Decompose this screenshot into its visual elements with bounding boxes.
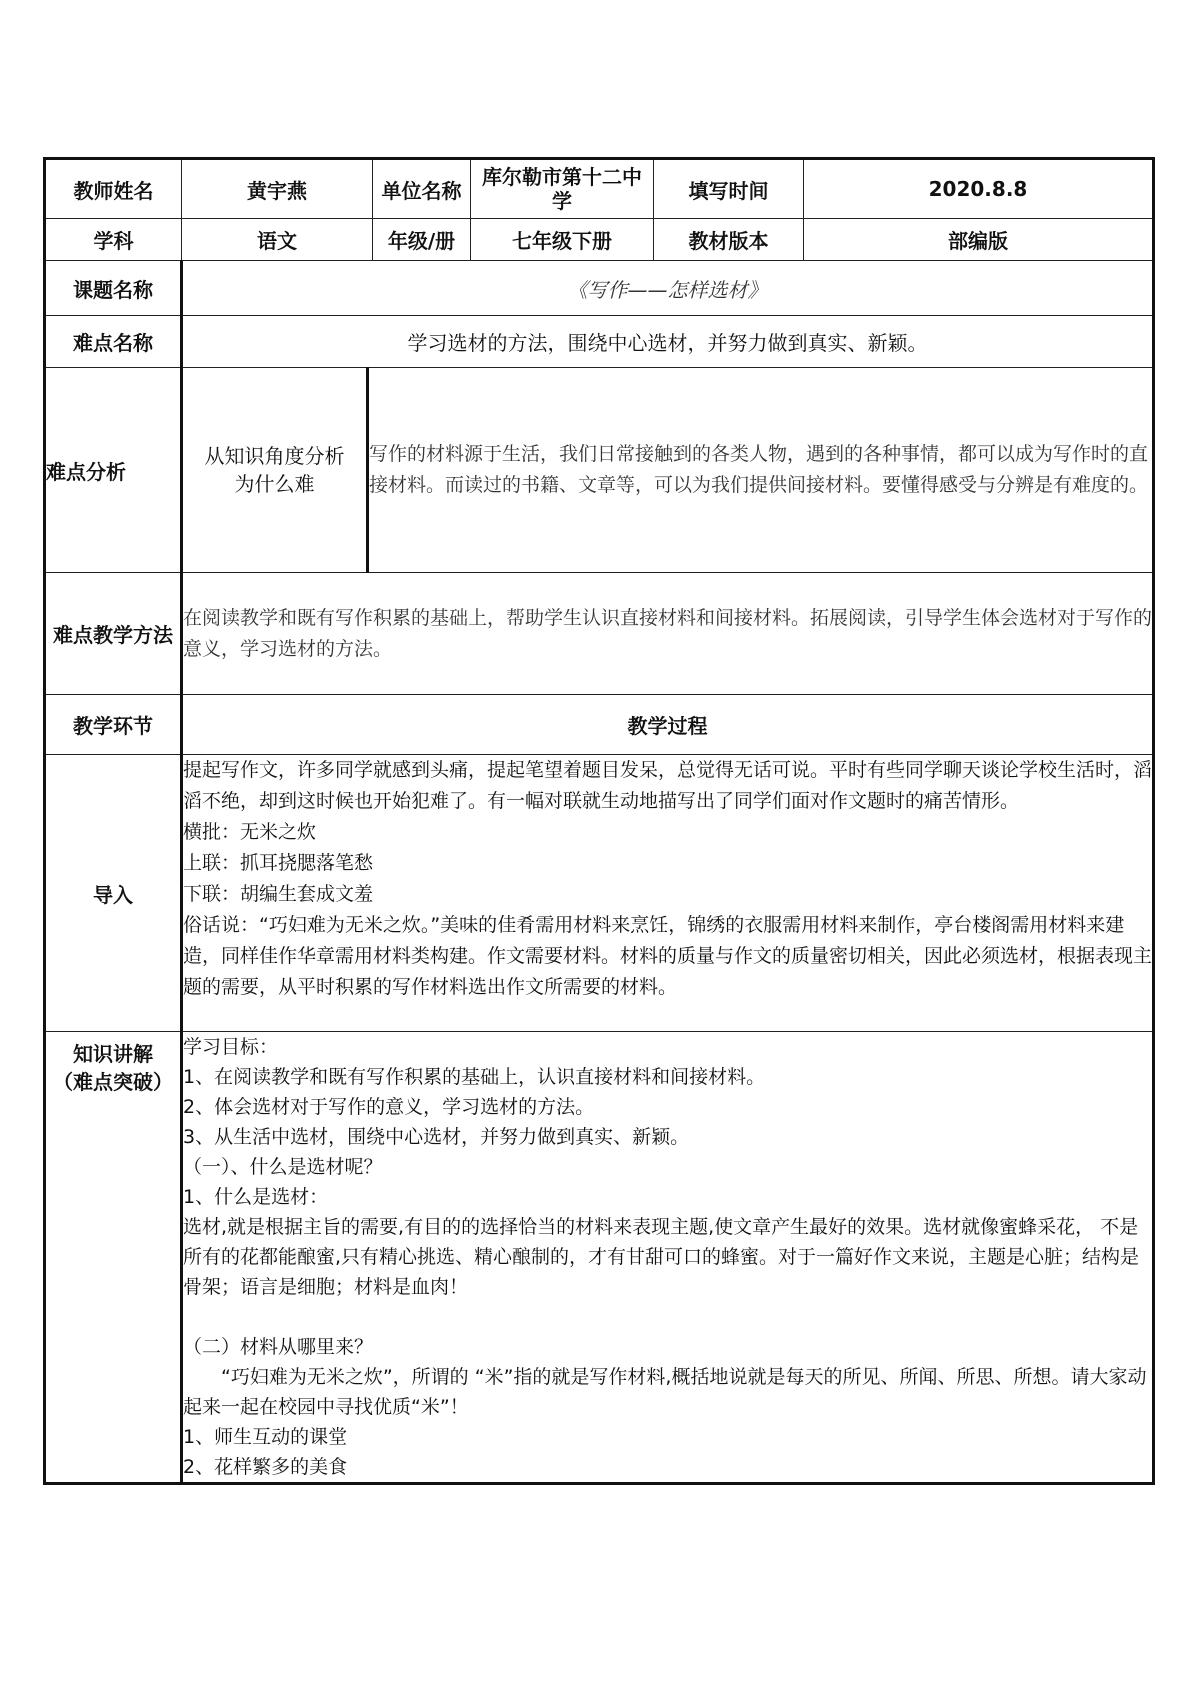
knowledge-content bbox=[182, 1032, 1154, 1484]
grade-value: 七年级下册 bbox=[471, 219, 654, 261]
knowledge-label bbox=[45, 1032, 182, 1484]
difficulty-value: 学习选材的方法，围绕中心选材，并努力做到真实、新颖。 bbox=[182, 316, 1154, 368]
lesson-plan-table bbox=[43, 157, 1155, 1485]
unit-value: 库尔勒市第十二中学 bbox=[471, 159, 654, 219]
intro-label: 导入 bbox=[45, 755, 182, 1032]
difficulty-label: 难点名称 bbox=[45, 316, 182, 368]
knowledge-line: 3、从生活中选材，围绕中心选材，并努力做到真实、新颖。 bbox=[183, 1126, 690, 1148]
intro-line: 俗话说：“巧妇难为无米之炊。”美味的佳肴需用材料来烹饪，锦绣的衣服需用材料来制作，亭台楼阁需用材料来建造，同样佳作华章需用材料类构建。作文需要材料。材料的质量与作文的质量密切相关，因此必须选材，根据表现主题的需要，从平时积累的写作材料选出作文所需要的材料。 bbox=[183, 914, 1153, 998]
date-label: 填写时间 bbox=[654, 159, 804, 219]
difficulty-row bbox=[45, 316, 1154, 368]
knowledge-line: （一）、什么是选材呢？ bbox=[183, 1156, 383, 1178]
intro-line: 下联：胡编生套成文羞 bbox=[183, 883, 374, 905]
knowledge-line: 1、师生互动的课堂 bbox=[183, 1426, 348, 1448]
topic-label: 课题名称 bbox=[45, 261, 182, 316]
knowledge-line: “巧妇难为无米之炊”，所谓的 “米”指的就是写作材料,概括地说就是每天的所见、所闻、所思、所想。请大家动起来一起在校园中寻找优质“米”！ bbox=[183, 1366, 1147, 1418]
intro-line: 上联：抓耳挠腮落笔愁 bbox=[183, 852, 374, 874]
knowledge-line: 2、体会选材对于写作的意义，学习选材的方法。 bbox=[183, 1096, 595, 1118]
date-value: 2020.8.8 bbox=[804, 159, 1154, 219]
method-row bbox=[45, 573, 1154, 695]
knowledge-line: 1、在阅读教学和既有写作积累的基础上，认识直接材料和间接材料。 bbox=[183, 1066, 766, 1088]
unit-label: 单位名称 bbox=[373, 159, 471, 219]
intro-content bbox=[182, 755, 1154, 1032]
subject-value: 语文 bbox=[182, 219, 373, 261]
subject-label: 学科 bbox=[45, 219, 182, 261]
grade-label: 年级/册 bbox=[373, 219, 471, 261]
analysis-label: 难点分析 bbox=[45, 368, 182, 573]
knowledge-line: 选材,就是根据主旨的需要,有目的的选择恰当的材料来表现主题,使文章产生最好的效果。选材就像蜜蜂采花， 不是所有的花都能酿蜜,只有精心挑选、精心酿制的，才有甘甜可口的蜂蜜。对于一篇好作文来说，主题是心脏；结构是骨架；语言是细胞；材料是血肉！ bbox=[183, 1216, 1140, 1298]
process-stage-label: 教学环节 bbox=[45, 695, 182, 755]
knowledge-row bbox=[45, 1032, 1154, 1484]
process-title: 教学过程 bbox=[182, 695, 1154, 755]
knowledge-line: 学习目标： bbox=[183, 1036, 279, 1058]
header-row-1 bbox=[45, 159, 1154, 219]
process-header-row bbox=[45, 695, 1154, 755]
knowledge-line: 1、什么是选材： bbox=[183, 1186, 329, 1208]
analysis-text: 写作的材料源于生活，我们日常接触到的各类人物，遇到的各种事情，都可以成为写作时的直接材料。而读过的书籍、文章等，可以为我们提供间接材料。要懂得感受与分辨是有难度的。 bbox=[368, 368, 1154, 573]
topic-row bbox=[45, 261, 1154, 316]
method-text: 在阅读教学和既有写作积累的基础上，帮助学生认识直接材料和间接材料。拓展阅读，引导学生体会选材对于写作的意义，学习选材的方法。 bbox=[182, 573, 1154, 695]
header-row-2 bbox=[45, 219, 1154, 261]
knowledge-label-line1: 知识讲解 bbox=[73, 1042, 153, 1066]
method-label: 难点教学方法 bbox=[45, 573, 182, 695]
edition-label: 教材版本 bbox=[654, 219, 804, 261]
knowledge-line: （二）材料从哪里来？ bbox=[183, 1336, 374, 1358]
topic-value: 《写作——怎样选材》 bbox=[182, 261, 1154, 316]
analysis-sublabel: 从知识角度分析为什么难 bbox=[182, 368, 368, 573]
knowledge-line: 2、花样繁多的美食 bbox=[183, 1456, 348, 1478]
intro-line: 提起写作文，许多同学就感到头痛，提起笔望着题目发呆，总觉得无话可说。平时有些同学聊天谈论学校生活时，滔滔不绝，却到这时候也开始犯难了。有一幅对联就生动地描写出了同学们面对作文题时的痛苦情形。 bbox=[183, 759, 1153, 812]
knowledge-line bbox=[183, 1302, 1152, 1332]
intro-row bbox=[45, 755, 1154, 1032]
teacher-label: 教师姓名 bbox=[45, 159, 182, 219]
intro-line: 横批：无米之炊 bbox=[183, 821, 317, 843]
edition-value: 部编版 bbox=[804, 219, 1154, 261]
analysis-row bbox=[45, 368, 1154, 573]
knowledge-label-line2: （难点突破） bbox=[53, 1070, 173, 1094]
teacher-value: 黄宇燕 bbox=[182, 159, 373, 219]
